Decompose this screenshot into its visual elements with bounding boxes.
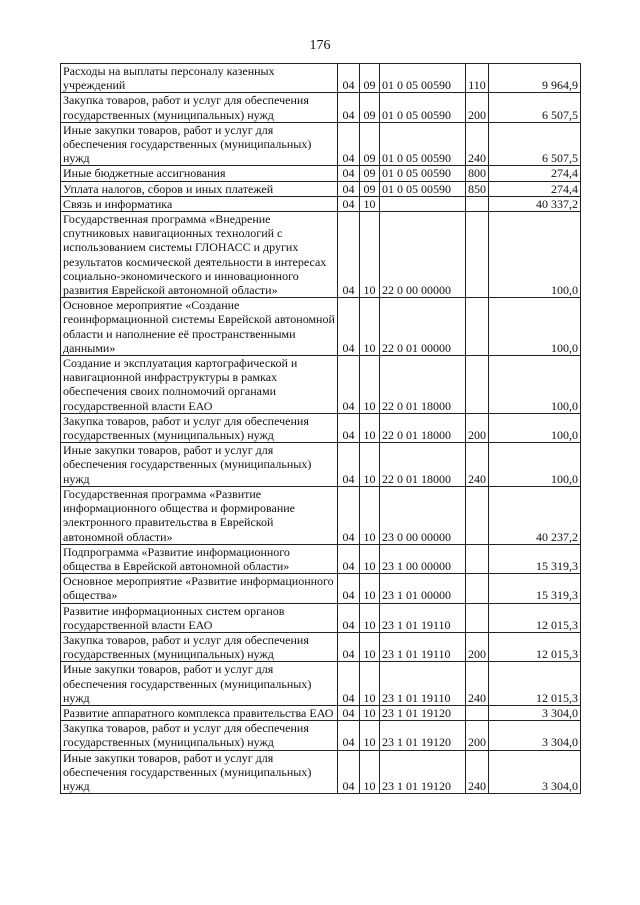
row-section: 04	[338, 212, 360, 298]
row-expense-type	[466, 298, 489, 356]
row-target-article	[380, 196, 466, 211]
table-row	[61, 413, 581, 442]
row-expense-type: 800	[466, 166, 489, 181]
row-name: Закупка товаров, работ и услуг для обеспечения государственных (муниципальных) нужд	[61, 721, 338, 750]
row-target-article: 01 0 05 00590	[380, 122, 466, 166]
row-amount: 274,4	[489, 181, 581, 196]
row-name: Иные закупки товаров, работ и услуг для обеспечения государственных (муниципальных) нужд	[61, 750, 338, 794]
row-amount: 100,0	[489, 298, 581, 356]
table-row	[61, 486, 581, 544]
row-target-article: 23 1 01 19120	[380, 705, 466, 720]
row-amount: 100,0	[489, 443, 581, 487]
row-target-article: 01 0 05 00590	[380, 93, 466, 122]
row-section: 04	[338, 298, 360, 356]
row-expense-type	[466, 705, 489, 720]
row-name: Развитие информационных систем органов государственной власти ЕАО	[61, 603, 338, 632]
row-expense-type: 200	[466, 632, 489, 661]
table-row	[61, 196, 581, 211]
row-expense-type: 850	[466, 181, 489, 196]
row-expense-type: 240	[466, 750, 489, 794]
table-row	[61, 632, 581, 661]
row-target-article: 23 1 00 00000	[380, 544, 466, 573]
table-row	[61, 443, 581, 487]
row-target-article: 23 1 01 19120	[380, 721, 466, 750]
table-row	[61, 93, 581, 122]
row-section: 04	[338, 544, 360, 573]
row-section: 04	[338, 632, 360, 661]
row-subsection: 10	[360, 603, 380, 632]
row-name: Закупка товаров, работ и услуг для обеспечения государственных (муниципальных) нужд	[61, 93, 338, 122]
table-row	[61, 603, 581, 632]
table-row	[61, 356, 581, 414]
row-amount: 274,4	[489, 166, 581, 181]
table-row	[61, 721, 581, 750]
row-subsection: 10	[360, 662, 380, 706]
row-target-article: 23 0 00 00000	[380, 486, 466, 544]
row-target-article: 23 1 01 19110	[380, 662, 466, 706]
row-name: Иные закупки товаров, работ и услуг для обеспечения государственных (муниципальных) нужд	[61, 122, 338, 166]
row-subsection: 10	[360, 413, 380, 442]
row-section: 04	[338, 356, 360, 414]
row-name: Подпрограмма «Развитие информационного общества в Еврейской автономной области»	[61, 544, 338, 573]
row-section: 04	[338, 603, 360, 632]
row-expense-type	[466, 574, 489, 603]
row-name: Развитие аппаратного комплекса правительства ЕАО	[61, 705, 338, 720]
row-expense-type: 110	[466, 64, 489, 93]
row-subsection: 10	[360, 750, 380, 794]
row-section: 04	[338, 122, 360, 166]
row-section: 04	[338, 93, 360, 122]
row-target-article: 22 0 01 18000	[380, 356, 466, 414]
row-amount: 12 015,3	[489, 603, 581, 632]
row-target-article: 22 0 01 18000	[380, 413, 466, 442]
row-amount: 100,0	[489, 356, 581, 414]
row-amount: 3 304,0	[489, 721, 581, 750]
row-expense-type: 240	[466, 122, 489, 166]
table-row	[61, 181, 581, 196]
row-amount: 15 319,3	[489, 574, 581, 603]
row-target-article: 22 0 01 18000	[380, 443, 466, 487]
table-row	[61, 122, 581, 166]
row-expense-type	[466, 544, 489, 573]
row-amount: 40 237,2	[489, 486, 581, 544]
row-amount: 40 337,2	[489, 196, 581, 211]
row-name: Создание и эксплуатация картографической и навигационной инфраструктуры в рамках обеспечения своих полномочий органами государственной власти ЕАО	[61, 356, 338, 414]
row-name: Закупка товаров, работ и услуг для обеспечения государственных (муниципальных) нужд	[61, 413, 338, 442]
row-target-article: 22 0 01 00000	[380, 298, 466, 356]
row-expense-type: 240	[466, 443, 489, 487]
budget-table	[60, 63, 581, 794]
row-section: 04	[338, 443, 360, 487]
row-target-article: 23 1 01 19120	[380, 750, 466, 794]
page-number: 176	[309, 38, 331, 53]
row-subsection: 09	[360, 166, 380, 181]
row-subsection: 10	[360, 443, 380, 487]
row-expense-type: 200	[466, 413, 489, 442]
row-subsection: 10	[360, 721, 380, 750]
row-expense-type: 240	[466, 662, 489, 706]
row-name: Закупка товаров, работ и услуг для обеспечения государственных (муниципальных) нужд	[61, 632, 338, 661]
row-name: Основное мероприятие «Создание геоинформационной системы Еврейской автономной области и наполнение её пространственными данными»	[61, 298, 338, 356]
row-target-article: 23 1 01 19110	[380, 603, 466, 632]
row-expense-type	[466, 603, 489, 632]
row-subsection: 10	[360, 705, 380, 720]
table-row	[61, 64, 581, 93]
row-subsection: 10	[360, 486, 380, 544]
row-subsection: 09	[360, 122, 380, 166]
row-subsection: 10	[360, 544, 380, 573]
row-target-article: 01 0 05 00590	[380, 166, 466, 181]
row-section: 04	[338, 64, 360, 93]
row-subsection: 10	[360, 574, 380, 603]
row-name: Иные закупки товаров, работ и услуг для обеспечения государственных (муниципальных) нужд	[61, 662, 338, 706]
row-name: Уплата налогов, сборов и иных платежей	[61, 181, 338, 196]
row-amount: 100,0	[489, 413, 581, 442]
row-name: Связь и информатика	[61, 196, 338, 211]
row-amount: 6 507,5	[489, 122, 581, 166]
row-amount: 100,0	[489, 212, 581, 298]
row-name: Государственная программа «Развитие информационного общества и формирование электронного правительства в Еврейской автономной области»	[61, 486, 338, 544]
row-section: 04	[338, 750, 360, 794]
row-section: 04	[338, 705, 360, 720]
row-amount: 12 015,3	[489, 662, 581, 706]
row-section: 04	[338, 662, 360, 706]
row-subsection: 09	[360, 64, 380, 93]
row-section: 04	[338, 181, 360, 196]
row-expense-type: 200	[466, 721, 489, 750]
row-subsection: 10	[360, 212, 380, 298]
row-name: Государственная программа «Внедрение спутниковых навигационных технологий с использованием системы ГЛОНАСС и других результатов космической деятельности в интересах социально-экономического и инновационного развития Еврейской автономной области»	[61, 212, 338, 298]
row-subsection: 10	[360, 196, 380, 211]
row-subsection: 10	[360, 632, 380, 661]
table-row	[61, 662, 581, 706]
row-name: Основное мероприятие «Развитие информационного общества»	[61, 574, 338, 603]
row-name: Расходы на выплаты персоналу казенных учреждений	[61, 64, 338, 93]
table-row	[61, 212, 581, 298]
row-subsection: 10	[360, 298, 380, 356]
row-expense-type	[466, 356, 489, 414]
row-name: Иные закупки товаров, работ и услуг для обеспечения государственных (муниципальных) нужд	[61, 443, 338, 487]
row-section: 04	[338, 574, 360, 603]
table-row	[61, 298, 581, 356]
row-target-article: 01 0 05 00590	[380, 64, 466, 93]
row-amount: 3 304,0	[489, 750, 581, 794]
row-target-article: 23 1 01 19110	[380, 632, 466, 661]
row-section: 04	[338, 413, 360, 442]
row-expense-type: 200	[466, 93, 489, 122]
table-row	[61, 705, 581, 720]
row-amount: 6 507,5	[489, 93, 581, 122]
table-row	[61, 544, 581, 573]
row-amount: 3 304,0	[489, 705, 581, 720]
row-amount: 9 964,9	[489, 64, 581, 93]
row-section: 04	[338, 196, 360, 211]
row-section: 04	[338, 721, 360, 750]
table-row	[61, 574, 581, 603]
row-subsection: 10	[360, 356, 380, 414]
row-section: 04	[338, 166, 360, 181]
row-target-article: 01 0 05 00590	[380, 181, 466, 196]
table-row	[61, 750, 581, 794]
budget-table-body	[61, 64, 581, 794]
row-name: Иные бюджетные ассигнования	[61, 166, 338, 181]
row-amount: 15 319,3	[489, 544, 581, 573]
row-expense-type	[466, 196, 489, 211]
row-subsection: 09	[360, 93, 380, 122]
row-expense-type	[466, 212, 489, 298]
row-amount: 12 015,3	[489, 632, 581, 661]
row-target-article: 23 1 01 00000	[380, 574, 466, 603]
row-expense-type	[466, 486, 489, 544]
row-section: 04	[338, 486, 360, 544]
row-target-article: 22 0 00 00000	[380, 212, 466, 298]
table-row	[61, 166, 581, 181]
row-subsection: 09	[360, 181, 380, 196]
